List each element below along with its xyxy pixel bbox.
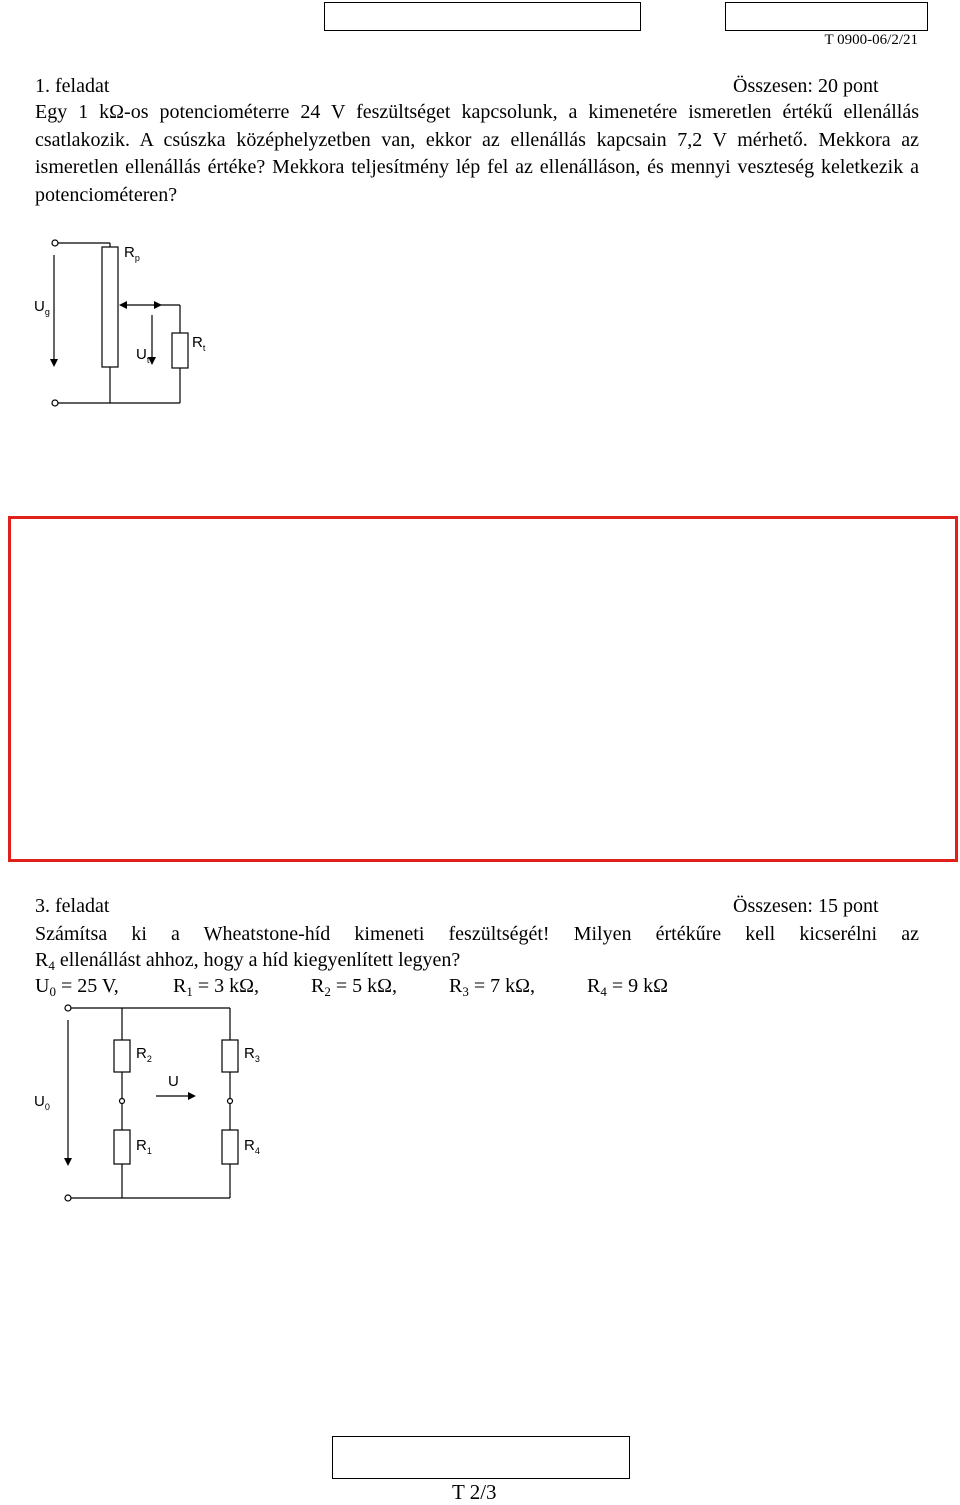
param-r2: $R_2 = 5$ kΩ,: [311, 975, 397, 999]
wiper-dot-arrow: [154, 301, 162, 309]
left-midpoint-node: [120, 1099, 125, 1104]
r2-resistor: [114, 1040, 130, 1072]
task3-parameters: [35, 974, 735, 1000]
wheatstone-bridge-diagram: [30, 1000, 290, 1215]
rt-label: $R_t$: [192, 334, 206, 353]
bridge-top-terminal: [65, 1005, 71, 1011]
task3-text-line1: Számítsa ki a Wheatstone-híd kimeneti feszültségét! Milyen értékűre kell kicserélni az: [35, 923, 919, 945]
task1-title: 1. feladat: [35, 75, 110, 97]
u-arrowhead: [188, 1092, 196, 1100]
param-r4: $R_4 = 9$ kΩ: [587, 975, 668, 999]
task3-text-line2: $R_4$ ellenállást ahhoz, hogy a híd kiegyenlített legyen?: [35, 949, 461, 973]
r3-resistor: [222, 1040, 238, 1072]
ug-arrowhead: [50, 359, 58, 367]
header-name-box[interactable]: [324, 2, 641, 31]
rp-resistor: [102, 247, 118, 367]
wiper-arrowhead: [119, 301, 127, 309]
u0-arrowhead: [64, 1158, 72, 1166]
top-terminal: [52, 240, 58, 246]
bottom-terminal: [52, 400, 58, 406]
r1-resistor: [114, 1130, 130, 1164]
task1-text: Egy 1 kΩ-os potenciométerre 24 V feszültséget kapcsolunk, a kimenetére ismeretlen értékű ellenállás csatlakozik. A csúszka középhelyzetben van, ekkor az ellenállás kapcsain 7,2 V mérhető. Mekkora az ismeretlen ellenállás értéke? Mekkora teljesítmény lép fel az ellenálláson, és mennyi veszteség keletkezik a potenciométeren?: [35, 101, 919, 206]
footer-box[interactable]: [332, 1436, 630, 1479]
r2-label: $R_2$: [136, 1045, 152, 1064]
task3-title: 3. feladat: [35, 895, 110, 917]
r4-label: $R_4$: [244, 1137, 260, 1156]
ut-label: $U_t$: [136, 346, 150, 365]
task3-points: Összesen: 15 pont: [733, 895, 879, 917]
u0-label: $U_0$: [34, 1093, 50, 1112]
header-id-box[interactable]: [725, 2, 928, 31]
task1-points: Összesen: 20 pont: [733, 75, 879, 97]
r1-label: $R_1$: [136, 1137, 152, 1156]
potentiometer-circuit-diagram: [34, 235, 240, 415]
param-r3: $R_3 = 7$ kΩ,: [449, 975, 535, 999]
param-u0: $U_0 = 25$ V,: [35, 975, 119, 999]
bridge-bottom-terminal: [65, 1195, 71, 1201]
param-r1: $R_1 = 3$ kΩ,: [173, 975, 259, 999]
answer-box[interactable]: [8, 516, 958, 862]
u-label: U: [168, 1073, 179, 1090]
rt-resistor: [172, 333, 188, 368]
right-midpoint-node: [228, 1099, 233, 1104]
r4-resistor: [222, 1130, 238, 1164]
r3-label: $R_3$: [244, 1045, 260, 1064]
ug-label: $U_g$: [34, 298, 50, 317]
page-number: T 2/3: [452, 1480, 497, 1504]
rp-label: $R_p$: [124, 244, 140, 263]
document-code: T 0900-06/2/21: [824, 32, 918, 48]
